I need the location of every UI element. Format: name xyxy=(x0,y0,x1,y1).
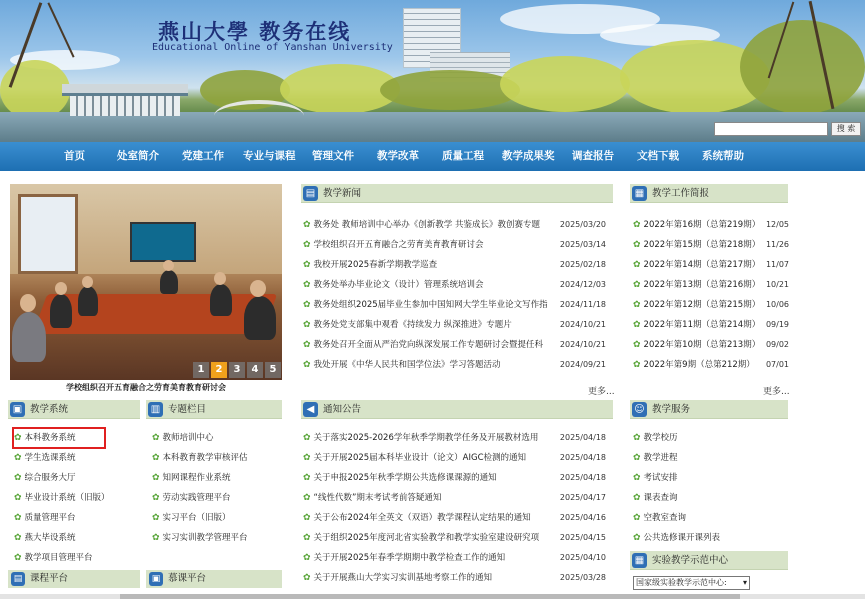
projection-screen xyxy=(130,222,196,262)
brief-date: 12/05 xyxy=(765,220,789,229)
notice-date: 2025/04/10 xyxy=(559,553,606,562)
bullet-icon: ✿ xyxy=(303,433,311,443)
nav-teaching-reform[interactable]: 教学改革 xyxy=(377,150,419,162)
notice-date: 2025/04/15 xyxy=(559,533,606,542)
person-head xyxy=(214,272,226,285)
news-item[interactable]: ✿ 教务处举办毕业论文（设计）管理系统培训会 xyxy=(303,280,484,290)
brief-date: 09/02 xyxy=(765,340,789,349)
person-head xyxy=(82,276,93,288)
bullet-icon: ✿ xyxy=(152,533,160,543)
notice-item[interactable]: ✿ 关于申报2025年秋季学期公共选修课课源的通知 xyxy=(303,473,497,483)
brief-date: 11/26 xyxy=(765,240,789,249)
scrollbar-thumb[interactable] xyxy=(120,594,740,599)
nav-teaching-awards[interactable]: 教学成果奖 xyxy=(502,150,555,162)
demo-center-header xyxy=(630,551,788,570)
service-link[interactable]: ✿ 教学进程 xyxy=(633,453,678,463)
bullet-icon: ✿ xyxy=(633,493,641,503)
bullet-icon: ✿ xyxy=(633,533,641,543)
person xyxy=(12,312,46,362)
system-link-project-platform[interactable]: ✿ 教学项目管理平台 xyxy=(14,553,93,563)
person-head xyxy=(55,282,67,295)
nav-system-help[interactable]: 系统帮助 xyxy=(702,150,744,162)
tree xyxy=(500,56,630,112)
slide-page-5[interactable]: 5 xyxy=(265,362,281,378)
service-link[interactable]: ✿ 公共选修课开课列表 xyxy=(633,533,721,543)
bullet-icon: ✿ xyxy=(303,320,311,330)
column-link[interactable]: ✿ 实习实训教学管理平台 xyxy=(152,533,248,543)
teaching-systems-header xyxy=(8,400,140,419)
bullet-icon: ✿ xyxy=(152,473,160,483)
notice-date: 2025/04/18 xyxy=(559,433,606,442)
brief-date: 11/07 xyxy=(765,260,789,269)
nav-majors-courses[interactable]: 专业与课程 xyxy=(243,150,296,162)
briefs-title: 教学工作简报 xyxy=(652,188,710,199)
person xyxy=(50,294,72,328)
column-link[interactable]: ✿ 教师培训中心 xyxy=(152,433,214,443)
briefs-more-link[interactable]: 更多... xyxy=(763,387,790,397)
bullet-icon: ✿ xyxy=(303,220,311,230)
bullet-icon: ✿ xyxy=(633,280,641,290)
demo-center-title: 实验教学示范中心 xyxy=(652,555,729,566)
news-item[interactable]: ✿ 学校组织召开五育融合之劳育美育教育研讨会 xyxy=(303,240,484,250)
demo-center-select-value: 国家级实验教学示范中心: xyxy=(636,578,727,587)
teaching-systems-title: 教学系统 xyxy=(30,404,69,415)
person-head xyxy=(250,280,266,297)
brief-item[interactable]: ✿ 2022年第10期（总第213期） xyxy=(633,340,761,350)
bullet-icon: ✿ xyxy=(633,320,641,330)
news-date: 2025/02/18 xyxy=(559,260,606,269)
brief-date: 10/21 xyxy=(765,280,789,289)
news-icon: ▤ xyxy=(303,186,318,201)
bullet-icon: ✿ xyxy=(303,473,311,483)
news-date: 2025/03/14 xyxy=(559,240,606,249)
news-date: 2024/10/21 xyxy=(559,340,606,349)
news-date: 2024/12/03 xyxy=(559,280,606,289)
bullet-icon: ✿ xyxy=(303,340,311,350)
bullet-icon: ✿ xyxy=(303,513,311,523)
brief-date: 07/01 xyxy=(765,360,789,369)
special-columns-title: 专题栏目 xyxy=(168,404,207,415)
bullet-icon: ✿ xyxy=(633,360,641,370)
tree xyxy=(740,20,865,114)
system-link-undergrad-academic[interactable]: ✿ 本科教务系统 xyxy=(14,433,76,443)
brief-item[interactable]: ✿ 2022年第9期（总第212期） xyxy=(633,360,755,370)
tree xyxy=(0,60,70,120)
bullet-icon: ✿ xyxy=(303,240,311,250)
brief-date: 10/06 xyxy=(765,300,789,309)
nav-management-docs[interactable]: 管理文件 xyxy=(312,150,354,162)
person xyxy=(160,270,178,294)
main-nav xyxy=(0,142,865,171)
services-title: 教学服务 xyxy=(652,404,691,415)
bullet-icon: ✿ xyxy=(14,533,22,543)
brief-item[interactable]: ✿ 2022年第15期（总第218期） xyxy=(633,240,761,250)
notice-date: 2025/04/18 xyxy=(559,473,606,482)
news-date: 2025/03/20 xyxy=(559,220,606,229)
notice-date: 2025/04/17 xyxy=(559,493,606,502)
bullet-icon: ✿ xyxy=(14,513,22,523)
column-link[interactable]: ✿ 实习平台（旧版） xyxy=(152,513,231,523)
bullet-icon: ✿ xyxy=(152,493,160,503)
columns-icon: ▥ xyxy=(148,402,163,417)
nav-survey-reports[interactable]: 调查报告 xyxy=(572,150,614,162)
site-banner xyxy=(0,0,865,142)
bullet-icon: ✿ xyxy=(633,453,641,463)
bullet-icon: ✿ xyxy=(303,453,311,463)
service-link[interactable]: ✿ 教学校历 xyxy=(633,433,678,443)
notice-date: 2025/03/28 xyxy=(559,573,606,582)
news-item[interactable]: ✿ 我处开展《中华人民共和国学位法》学习答题活动 xyxy=(303,360,501,370)
news-item[interactable]: ✿ 教务处党支部集中观看《持续发力 纵深推进》专题片 xyxy=(303,320,512,330)
megaphone-icon: ◀ xyxy=(303,402,318,417)
notice-item[interactable]: ✿ 关于公布2024年全英文（双语）教学课程认定结果的通知 xyxy=(303,513,531,523)
highlight-box xyxy=(12,427,106,449)
news-date: 2024/11/18 xyxy=(559,300,606,309)
notice-item[interactable]: ✿ “线性代数”期末考试考前答疑通知 xyxy=(303,493,442,503)
course-icon: ▤ xyxy=(11,572,25,586)
mooc-platform-tab[interactable] xyxy=(146,570,282,588)
bullet-icon: ✿ xyxy=(152,513,160,523)
bullet-icon: ✿ xyxy=(14,553,22,563)
search-button[interactable]: 搜 索 xyxy=(831,122,861,136)
bullet-icon: ✿ xyxy=(633,473,641,483)
notice-date: 2025/04/16 xyxy=(559,513,606,522)
system-link-quality-platform[interactable]: ✿ 质量管理平台 xyxy=(14,513,76,523)
system-link-course-selection[interactable]: ✿ 学生选课系统 xyxy=(14,453,76,463)
bullet-icon: ✿ xyxy=(303,360,311,370)
bullet-icon: ✿ xyxy=(303,260,311,270)
service-link[interactable]: ✿ 空教室查询 xyxy=(633,513,687,523)
course-platform-tab[interactable] xyxy=(8,570,140,588)
slide-page-3[interactable]: 3 xyxy=(229,362,245,378)
bullet-icon: ✿ xyxy=(633,220,641,230)
system-link-graduation-design[interactable]: ✿ 燕大毕设系统 xyxy=(14,533,76,543)
slide-page-2[interactable]: 2 xyxy=(211,362,227,378)
news-item[interactable]: ✿ 教务处召开全面从严治党向纵深发展工作专题研讨会暨提任科 xyxy=(303,340,544,350)
logo-subtitle: Educational Online of Yanshan University xyxy=(152,42,393,53)
news-item[interactable]: ✿ 我校开展2025春新学期教学巡查 xyxy=(303,260,438,270)
bullet-icon: ✿ xyxy=(14,453,22,463)
nav-party-work[interactable]: 党建工作 xyxy=(182,150,224,162)
brief-item[interactable]: ✿ 2022年第13期（总第216期） xyxy=(633,280,761,290)
bullet-icon: ✿ xyxy=(633,433,641,443)
horizontal-scrollbar[interactable] xyxy=(0,594,865,599)
tree xyxy=(380,70,520,110)
search-input[interactable] xyxy=(714,122,828,136)
course-platform-label: 课程平台 xyxy=(30,573,69,584)
notice-item[interactable]: ✿ 关于组织2025年度河北省实验教学和教学实验室建设研究项 xyxy=(303,533,540,543)
notices-header xyxy=(301,400,613,419)
window xyxy=(18,194,78,274)
user-icon: ☺ xyxy=(632,402,647,417)
notice-item[interactable]: ✿ 关于落实2025-2026学年秋季学期教学任务及开展教材选用 xyxy=(303,433,539,443)
bullet-icon: ✿ xyxy=(303,280,311,290)
notice-item[interactable]: ✿ 关于开展2025年春季学期期中教学检查工作的通知 xyxy=(303,553,506,563)
nav-quality-project[interactable]: 质量工程 xyxy=(442,150,484,162)
news-date: 2024/10/21 xyxy=(559,320,606,329)
bullet-icon: ✿ xyxy=(14,473,22,483)
column-link[interactable]: ✿ 知网课程作业系统 xyxy=(152,473,231,483)
bullet-icon: ✿ xyxy=(14,493,22,503)
bullet-icon: ✿ xyxy=(633,260,641,270)
slide-caption[interactable]: 学校组织召开五育融合之劳育美育教育研讨会 xyxy=(66,383,226,392)
lab-icon: ▦ xyxy=(632,553,647,568)
logo-title: 燕山大學 教务在线 xyxy=(158,19,352,44)
system-link-service-hall[interactable]: ✿ 综合服务大厅 xyxy=(14,473,76,483)
mooc-icon: ▣ xyxy=(149,572,163,586)
bullet-icon: ✿ xyxy=(633,240,641,250)
system-link-graduation-design-old[interactable]: ✿ 毕业设计系统（旧版） xyxy=(14,493,110,503)
slide-page-4[interactable]: 4 xyxy=(247,362,263,378)
briefs-header xyxy=(630,184,788,203)
news-date: 2024/09/21 xyxy=(559,360,606,369)
pavilion xyxy=(62,84,188,116)
person xyxy=(78,286,98,316)
slide-page-1[interactable]: 1 xyxy=(193,362,209,378)
bullet-icon: ✿ xyxy=(303,493,311,503)
bullet-icon: ✿ xyxy=(303,573,311,583)
briefs-icon: ▦ xyxy=(632,186,647,201)
bullet-icon: ✿ xyxy=(152,433,160,443)
news-slideshow[interactable] xyxy=(10,184,282,380)
service-link[interactable]: ✿ 考试安排 xyxy=(633,473,678,483)
column-link[interactable]: ✿ 本科教育教学审核评估 xyxy=(152,453,248,463)
brief-item[interactable]: ✿ 2022年第12期（总第215期） xyxy=(633,300,761,310)
notice-date: 2025/04/18 xyxy=(559,453,606,462)
brief-item[interactable]: ✿ 2022年第14期（总第217期） xyxy=(633,260,761,270)
services-header xyxy=(630,400,788,419)
bullet-icon: ✿ xyxy=(303,533,311,543)
column-link[interactable]: ✿ 劳动实践管理平台 xyxy=(152,493,231,503)
person xyxy=(210,284,232,316)
monitor-icon: ▣ xyxy=(10,402,25,417)
demo-center-select[interactable] xyxy=(633,576,750,590)
news-header xyxy=(301,184,613,203)
brief-date: 09/19 xyxy=(765,320,789,329)
notice-item[interactable]: ✿ 关于开展燕山大学实习实训基地考察工作的通知 xyxy=(303,573,493,583)
news-item[interactable]: ✿ 教务处组织2025届毕业生参加中国知网大学生毕业论文写作指 xyxy=(303,300,548,310)
special-columns-header xyxy=(146,400,282,419)
person-head xyxy=(163,260,174,271)
bullet-icon: ✿ xyxy=(303,300,311,310)
brief-item[interactable]: ✿ 2022年第16期（总第219期） xyxy=(633,220,761,230)
bullet-icon: ✿ xyxy=(633,513,641,523)
service-link[interactable]: ✿ 课表查询 xyxy=(633,493,678,503)
chevron-down-icon: ▾ xyxy=(742,578,747,587)
news-title: 教学新闻 xyxy=(323,188,362,199)
person xyxy=(244,296,276,340)
nav-home[interactable]: 首页 xyxy=(64,150,85,162)
notice-item[interactable]: ✿ 关于开展2025届本科毕业设计（论文）AIGC检测的通知 xyxy=(303,453,527,463)
bullet-icon: ✿ xyxy=(303,553,311,563)
nav-office-intro[interactable]: 处室简介 xyxy=(117,150,159,162)
mooc-platform-label: 慕课平台 xyxy=(168,573,207,584)
brief-item[interactable]: ✿ 2022年第11期（总第214期） xyxy=(633,320,761,330)
nav-downloads[interactable]: 文档下载 xyxy=(637,150,679,162)
notices-title: 通知公告 xyxy=(323,404,362,415)
person-head xyxy=(20,294,36,312)
bullet-icon: ✿ xyxy=(633,340,641,350)
bullet-icon: ✿ xyxy=(152,453,160,463)
news-more-link[interactable]: 更多... xyxy=(588,387,615,397)
bullet-icon: ✿ xyxy=(14,433,22,443)
news-item[interactable]: ✿ 教务处 教师培训中心举办《创新教学 共鉴成长》教创赛专题 xyxy=(303,220,540,230)
bullet-icon: ✿ xyxy=(633,300,641,310)
